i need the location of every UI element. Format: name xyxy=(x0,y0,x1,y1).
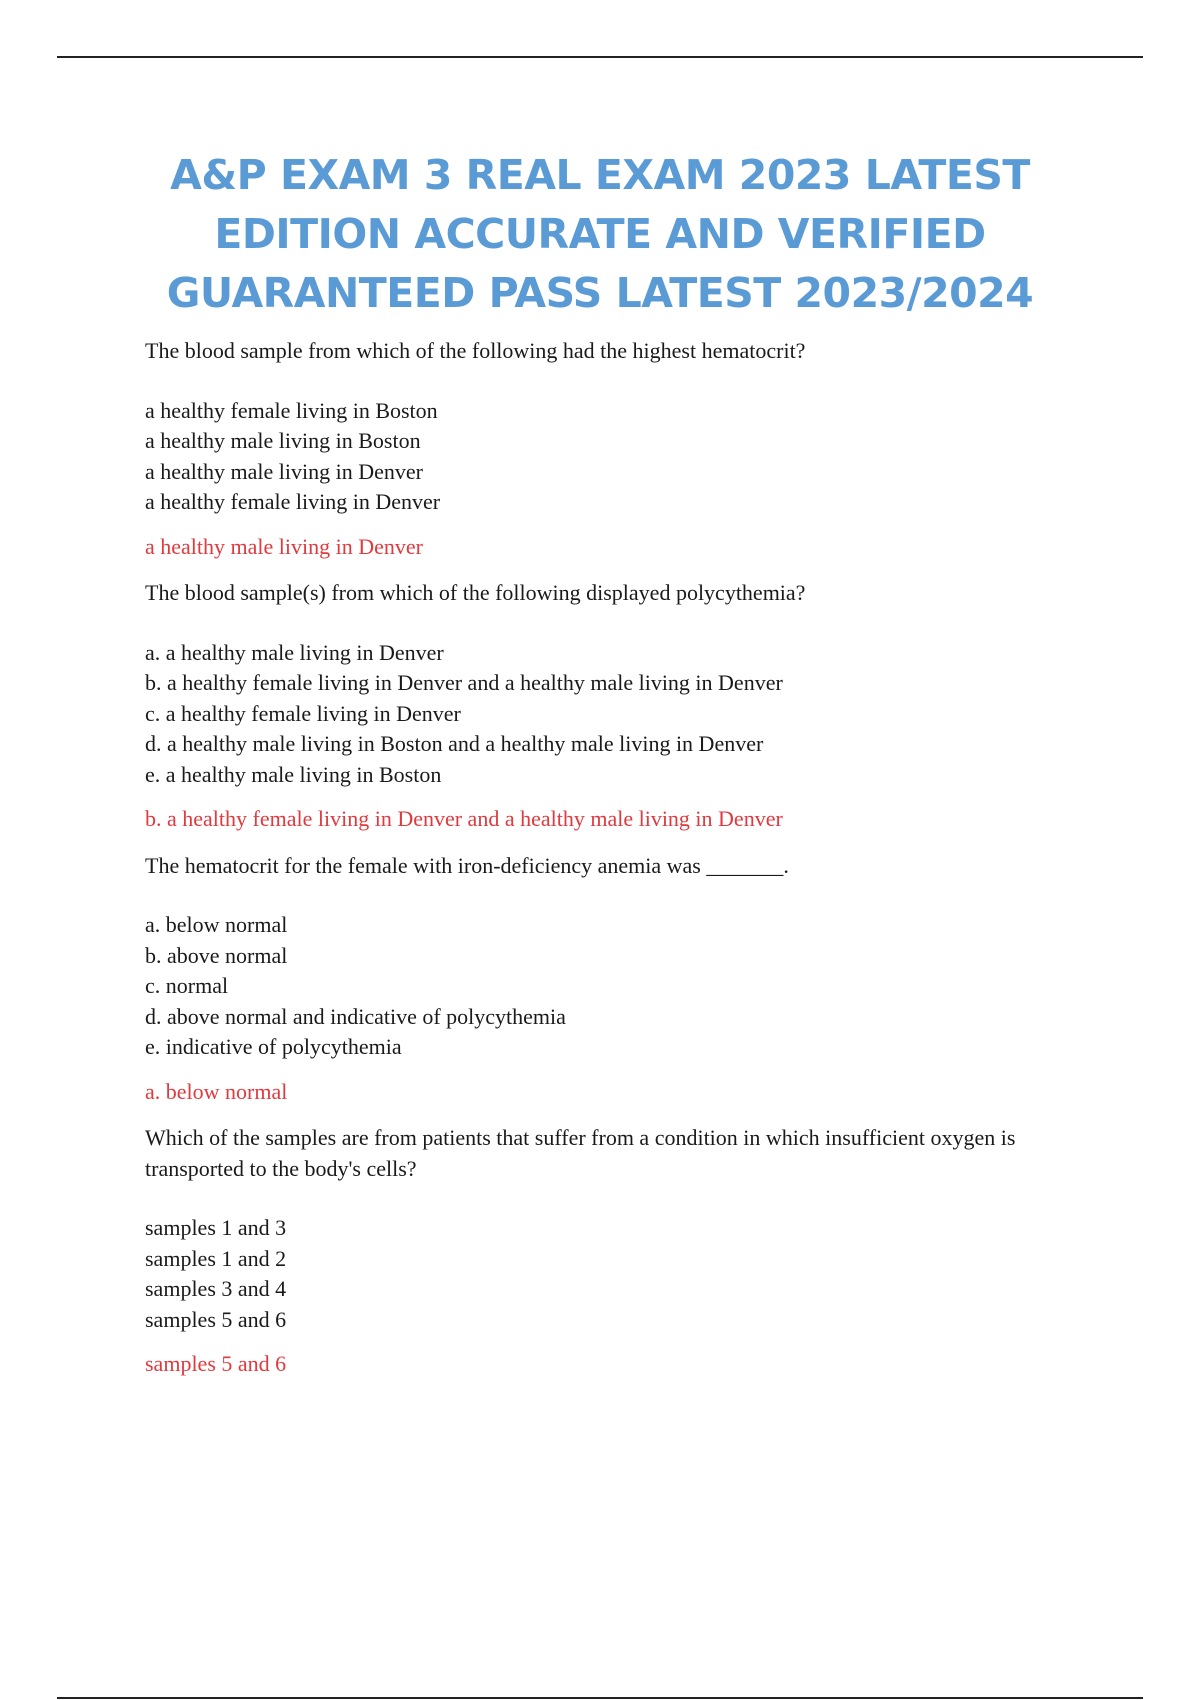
question-block-4 xyxy=(145,1123,1105,1380)
option-item: b. a healthy female living in Denver and a healthy male living in Denver xyxy=(145,670,783,695)
option-item: a healthy male living in Denver xyxy=(145,458,423,484)
answer-text: a. below normal xyxy=(145,1078,288,1104)
question-block-1 xyxy=(145,336,1105,562)
option-item: c. a healthy female living in Denver xyxy=(145,700,461,726)
question-block-3 xyxy=(145,851,1105,1108)
question-block-2 xyxy=(145,578,1105,835)
option-item: e. indicative of polycythemia xyxy=(145,1034,402,1059)
option-item: a healthy female living in Denver xyxy=(145,489,441,514)
option-item: d. above normal and indicative of polycythemia xyxy=(145,1003,566,1029)
options-list xyxy=(145,638,1105,791)
option-item: a. a healthy male living in Denver xyxy=(145,639,444,665)
document-content xyxy=(145,336,1105,1396)
question-text: The blood sample(s) from which of the following displayed polycythemia? xyxy=(145,580,806,605)
option-item: a. below normal xyxy=(145,912,288,937)
question-text: Which of the samples are from patients that suffer from a condition in which insufficient oxygen is transported to the body's cells? xyxy=(145,1125,1016,1181)
option-item: b. above normal xyxy=(145,942,288,968)
answer-text: a healthy male living in Denver xyxy=(145,533,423,559)
option-item: c. normal xyxy=(145,973,229,998)
answer-text: samples 5 and 6 xyxy=(145,1351,287,1376)
option-item: d. a healthy male living in Boston and a healthy male living in Denver xyxy=(145,731,764,756)
options-list xyxy=(145,1213,1105,1335)
option-item: samples 3 and 4 xyxy=(145,1276,287,1301)
option-item: samples 1 and 2 xyxy=(145,1245,287,1271)
option-item: samples 1 and 3 xyxy=(145,1215,287,1240)
option-item: a healthy male living in Boston xyxy=(145,428,421,453)
option-item: samples 5 and 6 xyxy=(145,1306,287,1332)
document-title: A&P EXAM 3 REAL EXAM 2023 LATEST EDITION ACCURATE AND VERIFIED GUARANTEED PASS LATEST 2023/2024 xyxy=(166,151,1034,317)
bottom-rule xyxy=(57,1697,1143,1699)
answer-text: b. a healthy female living in Denver and a healthy male living in Denver xyxy=(145,806,783,831)
option-item: a healthy female living in Boston xyxy=(145,397,438,423)
top-rule xyxy=(57,56,1143,58)
options-list xyxy=(145,396,1105,518)
option-item: e. a healthy male living in Boston xyxy=(145,761,442,787)
question-text: The hematocrit for the female with iron-deficiency anemia was _______. xyxy=(145,852,789,878)
question-text: The blood sample from which of the following had the highest hematocrit? xyxy=(145,338,806,363)
options-list xyxy=(145,910,1105,1063)
